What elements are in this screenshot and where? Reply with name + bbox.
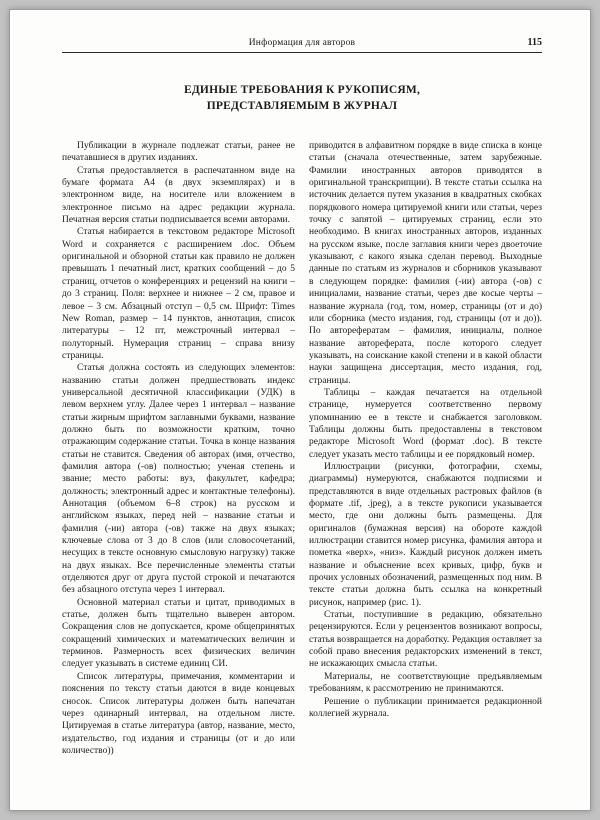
paragraph: Статья набирается в текстовом редакторе Microsoft Word и сохраняется с расширением .doc. Объем оригинальной и обзорной статьи как правило не должен превышать 1 печатный лист, кратких сообщений – до 5 страниц, отчетов о конференциях и рецензий на книги – до 3 страниц. Поля: верхнее и нижнее – 2 см, правое и левое – 3 см. Абзацный отступ – 0,5 см. Шрифт: Times New Roman, размер – 14 пунктов, аннотация, список литературы – 12 пт, межстрочный интервал – полуторный. Нумерация страниц – справа внизу страницы. (62, 227, 295, 361)
running-header (62, 38, 542, 53)
document-page (9, 9, 591, 811)
paragraph: Иллюстрации (рисунки, фотографии, схемы, диаграммы) нумеруются, снабжаются подписями и представляются в виде отдельных растровых файлов (в формате .tif, .jpeg), а в тексте рукописи указывается место, где они должны быть размещены. Для оригиналов (бумажная версия) на обороте каждой иллюстрации ставится номер рисунка, фамилия автора и пометка «верх», «низ». Каждый рисунок должен иметь название и объяснение всех кривых, цифр, букв и прочих условных обозначений, размещенных под ним. В тексте статьи должна быть ссылка на конкретный рисунок, например (рис. 1). (309, 461, 542, 608)
paragraph: Публикации в журнале подлежат статьи, ранее не печатавшиеся в других изданиях. (62, 141, 295, 164)
paragraph: Таблицы – каждая печатается на отдельной странице, нумеруется соответственно первому упоминанию ее в тексте и снабжается заголовком. Таблицы должны быть предоставлены в текстовом редакторе Microsoft Word (формат .doc). В тексте следует указать место таблицы и ее порядковый номер. (309, 387, 542, 460)
text-columns (62, 140, 542, 757)
paragraph: Список литературы, примечания, комментарии и пояснения по тексту статьи даются в виде концевых сносок. Список литературы должен быть напечатан через одинарный интервал, на отдельном листе. Цитируемая в статье литература (автор, название, место, издательство, год издания и страницы (от и до или количество)) (62, 671, 295, 756)
paragraph: Статья предоставляется в распечатанном виде на бумаге формата А4 (в двух экземплярах) и в электронном виде, на носителе или вложением в электронное письмо на адрес редакции журнала. Печатная версия статьи подписывается всеми авторами. (62, 165, 295, 226)
article-title (62, 83, 542, 114)
paragraph: Основной материал статьи и цитат, приводимых в статье, должен быть тщательно выверен автором. Сокращения слов не допускается, кроме общепринятых сокращений химических и математических величин и терминов. Размерность всех физических величин следует указывать в системе единиц СИ. (62, 597, 295, 670)
paragraph: Материалы, не соответствующие предъявляемым требованиям, к рассмотрению не принимаются. (309, 671, 542, 695)
column-right (309, 140, 542, 757)
column-left (62, 140, 295, 757)
paragraph: Решение о публикации принимается редакционной коллегией журнала. (309, 696, 542, 719)
page-number: 115 (527, 37, 542, 48)
running-title: Информация для авторов (248, 38, 356, 48)
paragraph: Статья должна состоять из следующих элементов: названию статьи должен предшествовать индекс универсальной десятичной классификации (УДК) в левом верхнем углу. Далее через 1 интервал – название статьи жирным шрифтом заглавными буквами, название должно быть по возможности кратким, точно отражающим содержание статьи. Точка в конце названия статьи не ставится. Сведения об авторах (имя, отчество, фамилия автора (-ов) полностью; ученая степень и звание; место работы: вуз, факультет, кафедра; должность; электронный адрес и контактные телефоны). Аннотация (объемом 6–8 строк) на русском и английском языках, перед ней – название статьи и фамилия (-ии) автора (-ов) также на двух языках; ключевые слова от 3 до 8 слов (или словосочетаний, несущих в тексте основную смысловую нагрузку) также на двух языках. Все перечисленные элементы статьи отделяются друг от друга пустой строкой и печатаются без абзацного отступа через 1 интервал. (62, 363, 295, 596)
article-title-line-1: ЕДИНЫЕ ТРЕБОВАНИЯ К РУКОПИСЯМ, (183, 84, 421, 96)
paragraph-continuation: приводится в алфавитном порядке в виде списка в конце статьи (сначала отечественные, затем зарубежные. Фамилии иностранных авторов приводятся в оригинальной транскрипции). В тексте статьи ссылка на источник делается путем указания в квадратных скобках порядкового номера цитируемой книги или статьи, через точку с запятой – цитируемых страниц, если это необходимо. В книгах иностранных авторов, изданных на русском языке, после заглавия книги через двоеточие указывают, с какого языка сделан перевод. Выходные данные по статьям из журналов и сборников указывают в следующем порядке: фамилия (-ии) автора (-ов) с инициалами, название статьи, через две косые черты – название журнала (год, том, номер, страницы (от и до) или сборника (место издания, год, страницы (от и до)). По авторефератам – фамилия, инициалы, полное название автореферата, после которого следует указывать, на соискание какой степени и в какой области науки защищена диссертация, место издания, год, страницы. (309, 141, 542, 386)
article-title-line-2: ПРЕДСТАВЛЯЕМЫМ В ЖУРНАЛ (206, 99, 398, 112)
paragraph: Статьи, поступившие в редакцию, обязательно рецензируются. Если у рецензентов возникают вопросы, статья возвращается на доработку. Редакция оставляет за собой право внесения редакторских изменений в текст, не искажающих смысла статьи. (309, 610, 542, 670)
